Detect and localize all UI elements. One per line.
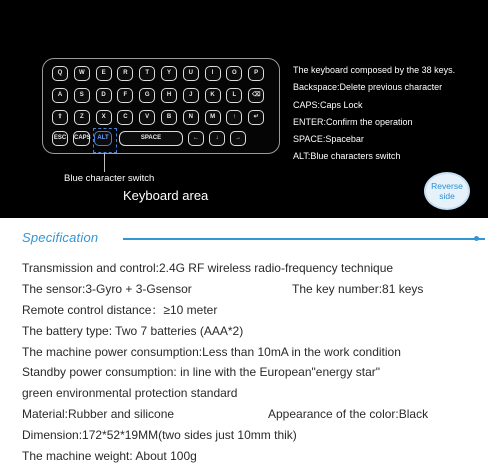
keyboard-key[interactable]: Y bbox=[161, 66, 177, 81]
esc-key[interactable]: ESC bbox=[52, 131, 68, 146]
keyboard-key[interactable]: K bbox=[205, 88, 221, 103]
left-arrow-key[interactable]: ← bbox=[188, 131, 204, 146]
keyboard-key[interactable]: D bbox=[96, 88, 112, 103]
specification-list bbox=[22, 259, 482, 468]
keyboard-key[interactable]: Q bbox=[52, 66, 68, 81]
down-arrow-key[interactable]: ↓ bbox=[209, 131, 225, 146]
keyboard-key[interactable]: H bbox=[161, 88, 177, 103]
keyboard-key[interactable]: P bbox=[248, 66, 264, 81]
spec-weight: The machine weight: About 100g bbox=[22, 449, 197, 464]
spec-row bbox=[22, 259, 482, 280]
blue-switch-label: Blue character switch bbox=[64, 173, 155, 184]
spec-standby-2: green environmental protection standard bbox=[22, 386, 238, 401]
keyboard-key[interactable]: ↑ bbox=[226, 110, 242, 125]
blue-switch-highlight bbox=[93, 128, 117, 153]
keyboard-key[interactable]: B bbox=[161, 110, 177, 125]
specification-title: Specification bbox=[22, 230, 99, 245]
keyboard-key[interactable]: T bbox=[139, 66, 155, 81]
keyboard-key[interactable]: I bbox=[205, 66, 221, 81]
spec-remote-distance: Remote control distance：≥10 meter bbox=[22, 302, 218, 317]
keyboard-key[interactable]: W bbox=[74, 66, 90, 81]
keyboard-key[interactable]: L bbox=[226, 88, 242, 103]
keyboard-key[interactable]: U bbox=[183, 66, 199, 81]
keyboard-key[interactable]: M bbox=[205, 110, 221, 125]
keyboard-key[interactable]: ⌫ bbox=[248, 88, 264, 103]
spec-row bbox=[22, 384, 482, 405]
keyboard-area-label: Keyboard area bbox=[123, 188, 209, 203]
keyboard-key[interactable]: R bbox=[117, 66, 133, 81]
keyboard-key[interactable]: F bbox=[117, 88, 133, 103]
keyboard-key[interactable]: X bbox=[96, 110, 112, 125]
callout-line bbox=[104, 153, 105, 172]
keyboard-key[interactable]: C bbox=[117, 110, 133, 125]
reverse-side-label-2: side bbox=[439, 191, 455, 201]
space-key[interactable]: SPACE bbox=[119, 131, 183, 146]
title-divider bbox=[123, 238, 485, 240]
alt-key[interactable]: ALT bbox=[94, 131, 112, 146]
spec-row bbox=[22, 426, 482, 447]
spec-battery: The battery type: Two 7 batteries (AAA*2) bbox=[22, 323, 244, 338]
keyboard-key[interactable]: J bbox=[183, 88, 199, 103]
spec-row bbox=[22, 363, 482, 384]
spec-sensor: The sensor:3-Gyro + 3-Gsensor bbox=[22, 281, 192, 296]
description-line: The keyboard composed by the 38 keys. bbox=[293, 65, 456, 75]
keyboard-key[interactable]: A bbox=[52, 88, 68, 103]
reverse-side-badge[interactable] bbox=[424, 172, 470, 210]
spec-row bbox=[22, 280, 482, 301]
right-arrow-key[interactable]: → bbox=[230, 131, 246, 146]
spec-row bbox=[22, 447, 482, 468]
description-line: CAPS:Caps Lock bbox=[293, 99, 363, 110]
spec-row bbox=[22, 343, 482, 364]
spec-standby-1: Standby power consumption: in line with the European"energy star" bbox=[22, 365, 381, 380]
keyboard-key[interactable]: G bbox=[139, 88, 155, 103]
keyboard-key[interactable]: ↵ bbox=[248, 110, 264, 125]
divider-end-dot bbox=[474, 236, 479, 241]
spec-row bbox=[22, 405, 482, 426]
keyboard-image-panel bbox=[0, 0, 488, 218]
description-line: Backspace:Delete previous character bbox=[293, 82, 443, 93]
keyboard-key[interactable]: ⇧ bbox=[52, 110, 68, 125]
keyboard-key[interactable]: Z bbox=[74, 110, 90, 125]
keyboard-outline bbox=[42, 58, 280, 154]
spec-row bbox=[22, 301, 482, 322]
keyboard-key[interactable]: N bbox=[183, 110, 199, 125]
key-description-list bbox=[293, 64, 455, 168]
spec-material: Material:Rubber and silicone bbox=[22, 407, 175, 422]
reverse-side-label-1: Reverse bbox=[431, 181, 463, 191]
spec-color: Appearance of the color:Black bbox=[268, 407, 429, 422]
description-line: ENTER:Confirm the operation bbox=[293, 116, 413, 127]
spec-dimension: Dimension:172*52*19MM(two sides just 10mm thik) bbox=[22, 428, 297, 443]
keyboard-key[interactable]: V bbox=[139, 110, 155, 125]
keyboard-key[interactable]: O bbox=[226, 66, 242, 81]
spec-transmission: Transmission and control:2.4G RF wireless radio-frequency technique bbox=[22, 261, 394, 275]
keyboard-key[interactable]: S bbox=[74, 88, 90, 103]
spec-row bbox=[22, 322, 482, 343]
spec-key-number: The key number:81 keys bbox=[292, 281, 424, 296]
description-line: ALT:Blue characters switch bbox=[293, 151, 401, 162]
caps-key[interactable]: CAPS bbox=[73, 131, 90, 146]
spec-power: The machine power consumption:Less than 10mA in the work condition bbox=[22, 344, 401, 359]
description-line: SPACE:Spacebar bbox=[293, 134, 364, 145]
keyboard-key[interactable]: E bbox=[96, 66, 112, 81]
